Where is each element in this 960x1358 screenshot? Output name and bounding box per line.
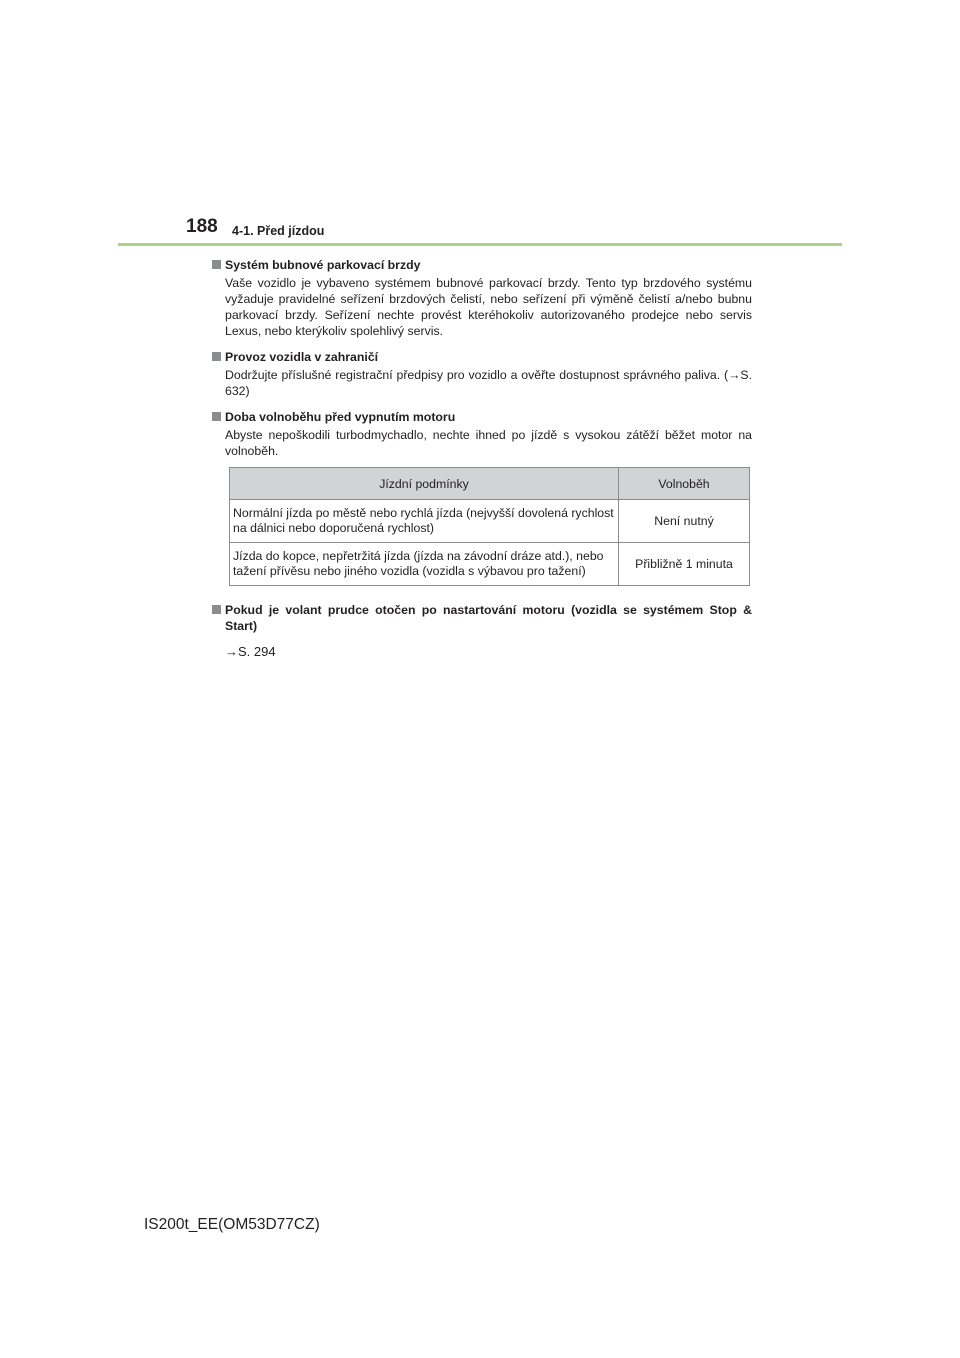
- item-title: [212, 257, 752, 273]
- table-cell-conditions: Normální jízda po městě nebo rychlá jízda (nejvyšší dovolená rychlost na dálnici nebo doporučená rychlost): [230, 500, 619, 543]
- item-steering-stop-start: [212, 602, 752, 659]
- square-bullet-icon: [212, 605, 221, 614]
- item-parking-brake: [212, 257, 752, 339]
- table-cell-conditions: Jízda do kopce, nepřetržitá jízda (jízda na závodní dráze atd.), nebo tažení přívěsu nebo jiného vozidla (vozidla s výbavou pro tažení): [230, 543, 619, 586]
- item-body: Abyste nepoškodili turbodmychadlo, nechte ihned po jízdě s vysokou zátěží běžet motor na volnoběh.: [225, 428, 752, 458]
- square-bullet-icon: [212, 260, 221, 269]
- item-title-text: Pokud je volant prudce otočen po nastartování motoru (vozidla se systémem Stop & Start): [225, 603, 752, 633]
- item-title-text: Provoz vozidla v zahraničí: [225, 350, 379, 364]
- page-reference: →S. 294: [225, 644, 276, 659]
- item-title-text: Systém bubnové parkovací brzdy: [225, 258, 421, 272]
- item-body: Dodržujte příslušné registrační předpisy pro vozidlo a ověřte dostupnost správného paliva. (→S. 632): [225, 368, 752, 398]
- page-content: [212, 257, 752, 669]
- section-title: 4-1. Před jízdou: [232, 224, 325, 238]
- item-driving-abroad: [212, 349, 752, 399]
- footer-code: IS200t_EE(OM53D77CZ): [144, 1216, 320, 1233]
- table-header-row: [230, 468, 750, 500]
- page-number: 188: [186, 216, 218, 237]
- square-bullet-icon: [212, 412, 221, 421]
- table-cell-idle: Není nutný: [619, 500, 750, 543]
- table-cell-idle: Přibližně 1 minuta: [619, 543, 750, 586]
- table-row: [230, 500, 750, 543]
- item-body: Vaše vozidlo je vybaveno systémem bubnové parkovací brzdy. Tento typ brzdového systému vyžaduje pravidelné seřízení brzdových čelistí, nebo seřízení při výměně čelistí a/nebo bubnu parkovací brzdy. Seřízení nechte provést kteréhokoliv autorizovaného prodejce nebo servis Lexus, nebo kterýkoliv spolehlivý servis.: [225, 276, 752, 338]
- table-header-cell: Volnoběh: [619, 468, 750, 500]
- item-title: [212, 409, 752, 425]
- table-row: [230, 543, 750, 586]
- table-header-cell: Jízdní podmínky: [230, 468, 619, 500]
- item-title: [212, 602, 752, 634]
- idle-time-table: [229, 467, 750, 586]
- header-divider: [118, 243, 842, 246]
- item-idle-time: [212, 409, 752, 586]
- item-title-text: Doba volnoběhu před vypnutím motoru: [225, 410, 456, 424]
- square-bullet-icon: [212, 352, 221, 361]
- item-title: [212, 349, 752, 365]
